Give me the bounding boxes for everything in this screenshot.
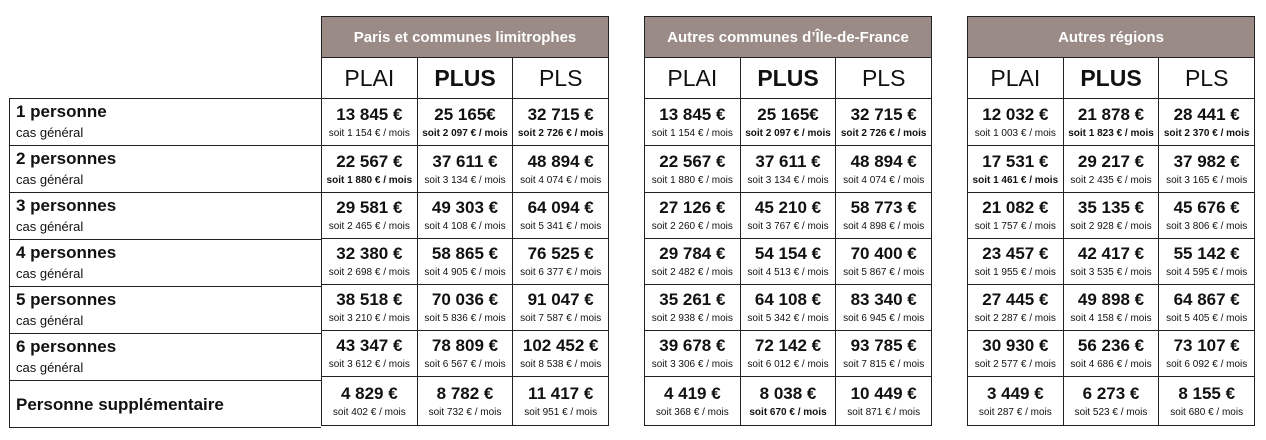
group-header: Autres communes d’Île-de-France [644, 16, 932, 57]
group-ile-de-france [644, 16, 932, 426]
income-cell [418, 146, 514, 192]
monthly-ceiling: soit 3 134 € / mois [747, 174, 829, 186]
annual-ceiling: 64 108 € [754, 290, 822, 309]
monthly-ceiling: soit 4 158 € / mois [1070, 313, 1152, 324]
income-cell [513, 377, 608, 425]
annual-ceiling: 35 261 € [659, 290, 726, 309]
annual-ceiling: 45 210 € [754, 198, 822, 217]
annual-ceiling: 93 785 € [850, 336, 917, 355]
income-cell [1064, 239, 1160, 284]
row-label [10, 146, 321, 193]
annual-ceiling: 30 930 € [982, 336, 1049, 355]
annual-ceiling: 8 038 € [759, 383, 817, 403]
income-cell [741, 99, 837, 145]
monthly-ceiling: soit 2 097 € / mois [422, 127, 508, 139]
table-row [645, 146, 931, 193]
monthly-ceiling: soit 1 757 € / mois [974, 221, 1056, 232]
income-cell [968, 146, 1064, 192]
monthly-ceiling: soit 1 880 € / mois [651, 174, 733, 186]
income-cell [741, 146, 837, 192]
table-row [968, 99, 1254, 146]
annual-ceiling: 48 894 € [850, 151, 917, 171]
column-header: PLUS [1064, 58, 1160, 98]
income-cell [1159, 146, 1254, 192]
annual-ceiling: 17 531 € [982, 151, 1049, 171]
row-label-title: 6 personnes [16, 337, 117, 356]
income-cell [418, 239, 514, 284]
income-cell [513, 146, 608, 192]
income-cell [968, 193, 1064, 238]
income-cell [836, 377, 931, 425]
income-cell [1159, 377, 1254, 425]
income-cell [968, 99, 1064, 145]
annual-ceiling: 49 303 € [431, 198, 499, 217]
row-label-title: 1 personne [16, 102, 107, 121]
monthly-ceiling: soit 1 154 € / mois [651, 127, 733, 139]
income-cell [513, 285, 608, 330]
table-row [645, 285, 931, 331]
annual-ceiling: 48 894 € [527, 151, 594, 171]
income-cell [836, 285, 931, 330]
annual-ceiling: 8 155 € [1178, 383, 1236, 403]
monthly-ceiling: soit 680 € / mois [1170, 406, 1244, 418]
income-cell [645, 285, 741, 330]
column-header-row [645, 58, 931, 99]
table-row [322, 99, 608, 146]
income-cell [645, 146, 741, 192]
income-cell [1159, 193, 1254, 238]
income-cell [418, 285, 514, 330]
group-paris [321, 16, 609, 426]
annual-ceiling: 42 417 € [1077, 244, 1145, 263]
annual-ceiling: 76 525 € [527, 244, 594, 263]
annual-ceiling: 49 898 € [1077, 290, 1145, 309]
annual-ceiling: 29 581 € [336, 198, 403, 217]
row-label-title: 4 personnes [16, 243, 117, 262]
table-row [968, 146, 1254, 193]
table-row [322, 377, 608, 425]
annual-ceiling: 21 878 € [1077, 104, 1145, 124]
income-cell [645, 239, 741, 284]
monthly-ceiling: soit 2 097 € / mois [745, 127, 831, 139]
annual-ceiling: 43 347 € [336, 336, 403, 355]
monthly-ceiling: soit 5 836 € / mois [424, 313, 506, 324]
income-cell [836, 331, 931, 376]
annual-ceiling: 6 273 € [1082, 383, 1140, 403]
monthly-ceiling: soit 2 726 € / mois [840, 127, 927, 139]
row-label [10, 99, 321, 146]
income-cell [418, 193, 514, 238]
monthly-ceiling: soit 4 898 € / mois [843, 221, 925, 232]
income-cell [322, 285, 418, 330]
monthly-ceiling: soit 732 € / mois [428, 406, 502, 418]
annual-ceiling: 83 340 € [850, 290, 917, 309]
annual-ceiling: 45 676 € [1173, 198, 1240, 217]
monthly-ceiling: soit 2 938 € / mois [651, 313, 733, 324]
table-row [968, 377, 1254, 425]
annual-ceiling: 22 567 € [659, 151, 726, 171]
annual-ceiling: 13 845 € [336, 104, 403, 124]
annual-ceiling: 37 982 € [1173, 151, 1240, 171]
annual-ceiling: 91 047 € [527, 290, 594, 309]
annual-ceiling: 70 036 € [431, 290, 499, 309]
row-labels [9, 98, 321, 428]
income-cell [1064, 331, 1160, 376]
table-row [968, 331, 1254, 377]
monthly-ceiling: soit 4 595 € / mois [1166, 267, 1248, 278]
annual-ceiling: 37 611 € [755, 151, 821, 171]
monthly-ceiling: soit 3 535 € / mois [1070, 267, 1152, 278]
monthly-ceiling: soit 871 € / mois [847, 406, 921, 418]
monthly-ceiling: soit 7 587 € / mois [520, 313, 602, 324]
table-row [968, 239, 1254, 285]
income-cell [513, 239, 608, 284]
table-row [645, 99, 931, 146]
monthly-ceiling: soit 4 074 € / mois [843, 174, 925, 186]
income-cell [968, 377, 1064, 425]
monthly-ceiling: soit 1 880 € / mois [326, 174, 413, 186]
monthly-ceiling: soit 1 003 € / mois [974, 127, 1056, 139]
column-header: PLAI [322, 58, 418, 98]
column-header: PLAI [968, 58, 1064, 98]
row-label-title: Personne supplémentaire [16, 395, 224, 414]
monthly-ceiling: soit 951 € / mois [524, 406, 598, 418]
annual-ceiling: 56 236 € [1077, 336, 1145, 355]
monthly-ceiling: soit 523 € / mois [1074, 406, 1148, 418]
column-header: PLS [1184, 64, 1229, 91]
annual-ceiling: 3 449 € [986, 383, 1044, 403]
column-header-row [322, 58, 608, 99]
income-cell [322, 146, 418, 192]
annual-ceiling: 58 773 € [850, 198, 917, 217]
monthly-ceiling: soit 8 538 € / mois [520, 359, 602, 370]
income-cell [741, 193, 837, 238]
annual-ceiling: 64 867 € [1173, 290, 1240, 309]
annual-ceiling: 64 094 € [527, 198, 594, 217]
annual-ceiling: 12 032 € [982, 104, 1049, 124]
annual-ceiling: 4 829 € [340, 383, 398, 403]
monthly-ceiling: soit 1 154 € / mois [328, 127, 410, 139]
monthly-ceiling: soit 2 287 € / mois [974, 313, 1056, 324]
monthly-ceiling: soit 2 698 € / mois [328, 267, 410, 278]
annual-ceiling: 32 380 € [336, 244, 403, 263]
income-cell [1159, 285, 1254, 330]
table-row [645, 331, 931, 377]
annual-ceiling: 29 784 € [659, 244, 726, 263]
monthly-ceiling: soit 2 435 € / mois [1070, 174, 1152, 186]
income-cell [1159, 331, 1254, 376]
income-cell [322, 193, 418, 238]
row-label [10, 193, 321, 240]
monthly-ceiling: soit 3 612 € / mois [328, 359, 410, 370]
income-cell [1064, 285, 1160, 330]
income-cell [741, 239, 837, 284]
monthly-ceiling: soit 368 € / mois [655, 406, 729, 418]
income-cell [322, 239, 418, 284]
annual-ceiling: 70 400 € [850, 244, 917, 263]
annual-ceiling: 25 165€ [434, 104, 496, 124]
table-row [322, 239, 608, 285]
row-label-title: 3 personnes [16, 196, 117, 215]
row-label-sub: cas général [16, 266, 84, 281]
monthly-ceiling: soit 2 577 € / mois [974, 359, 1056, 370]
annual-ceiling: 11 417 € [528, 383, 594, 403]
monthly-ceiling: soit 2 726 € / mois [517, 127, 604, 139]
monthly-ceiling: soit 2 928 € / mois [1070, 221, 1152, 232]
annual-ceiling: 23 457 € [982, 244, 1049, 263]
income-cell [1159, 99, 1254, 145]
income-cell [645, 99, 741, 145]
annual-ceiling: 35 135 € [1077, 198, 1145, 217]
table-row [322, 146, 608, 193]
annual-ceiling: 25 165€ [757, 104, 819, 124]
income-cell [968, 331, 1064, 376]
monthly-ceiling: soit 3 165 € / mois [1166, 174, 1248, 186]
row-label-title: 2 personnes [16, 149, 117, 168]
row-label-sub: cas général [16, 360, 84, 375]
row-label-sub: cas général [16, 313, 84, 328]
table-row [645, 193, 931, 239]
monthly-ceiling: soit 5 405 € / mois [1166, 313, 1248, 324]
income-cell [741, 331, 837, 376]
group-table [644, 57, 932, 426]
annual-ceiling: 29 217 € [1077, 151, 1145, 171]
table-row [645, 377, 931, 425]
row-label [10, 334, 321, 381]
annual-ceiling: 32 715 € [850, 104, 917, 124]
annual-ceiling: 55 142 € [1173, 244, 1240, 263]
monthly-ceiling: soit 4 905 € / mois [424, 267, 506, 278]
income-cell [968, 285, 1064, 330]
monthly-ceiling: soit 6 012 € / mois [747, 359, 829, 370]
row-label-sub: cas général [16, 125, 84, 140]
annual-ceiling: 10 449 € [850, 383, 917, 403]
group-table [967, 57, 1255, 426]
monthly-ceiling: soit 4 108 € / mois [424, 221, 506, 232]
income-cell [836, 193, 931, 238]
income-cell [968, 239, 1064, 284]
monthly-ceiling: soit 4 513 € / mois [747, 267, 829, 278]
monthly-ceiling: soit 287 € / mois [978, 406, 1052, 418]
annual-ceiling: 28 441 € [1173, 104, 1240, 124]
monthly-ceiling: soit 3 134 € / mois [424, 174, 506, 186]
income-cell [645, 377, 741, 425]
table-row [322, 193, 608, 239]
income-cell [513, 99, 608, 145]
annual-ceiling: 73 107 € [1173, 336, 1240, 355]
monthly-ceiling: soit 2 260 € / mois [651, 221, 733, 232]
monthly-ceiling: soit 5 867 € / mois [843, 267, 925, 278]
table-row [968, 285, 1254, 331]
income-cell [741, 285, 837, 330]
column-header: PLAI [645, 58, 741, 98]
row-label-title: 5 personnes [16, 290, 117, 309]
annual-ceiling: 102 452 € [522, 336, 599, 355]
annual-ceiling: 58 865 € [431, 244, 499, 263]
annual-ceiling: 39 678 € [659, 336, 726, 355]
income-cell [513, 331, 608, 376]
income-cell [322, 99, 418, 145]
income-cell [836, 146, 931, 192]
monthly-ceiling: soit 3 806 € / mois [1166, 221, 1248, 232]
income-cell [322, 377, 418, 425]
monthly-ceiling: soit 7 815 € / mois [843, 359, 925, 370]
monthly-ceiling: soit 2 370 € / mois [1163, 127, 1250, 139]
monthly-ceiling: soit 3 306 € / mois [651, 359, 733, 370]
income-cell [1064, 146, 1160, 192]
group-autres-regions [967, 16, 1255, 426]
table-row [968, 193, 1254, 239]
monthly-ceiling: soit 4 686 € / mois [1070, 359, 1152, 370]
table-row [645, 239, 931, 285]
income-cell [418, 99, 514, 145]
annual-ceiling: 54 154 € [754, 244, 822, 263]
annual-ceiling: 13 845 € [659, 104, 726, 124]
monthly-ceiling: soit 1 461 € / mois [972, 174, 1059, 186]
monthly-ceiling: soit 5 342 € / mois [747, 313, 829, 324]
monthly-ceiling: soit 2 465 € / mois [328, 221, 410, 232]
monthly-ceiling: soit 5 341 € / mois [520, 221, 602, 232]
row-label-sub: cas général [16, 172, 84, 187]
column-header: PLS [861, 64, 906, 91]
income-cell [418, 331, 514, 376]
table-row [322, 285, 608, 331]
income-cell [645, 331, 741, 376]
monthly-ceiling: soit 1 823 € / mois [1068, 127, 1154, 139]
column-header-row [968, 58, 1254, 99]
income-cell [1064, 377, 1160, 425]
monthly-ceiling: soit 6 567 € / mois [424, 359, 506, 370]
annual-ceiling: 32 715 € [527, 104, 594, 124]
annual-ceiling: 78 809 € [431, 336, 499, 355]
monthly-ceiling: soit 1 955 € / mois [974, 267, 1056, 278]
monthly-ceiling: soit 402 € / mois [332, 406, 406, 418]
row-label [10, 287, 321, 334]
annual-ceiling: 22 567 € [336, 151, 403, 171]
group-header: Autres régions [967, 16, 1255, 57]
column-header: PLUS [418, 58, 514, 98]
monthly-ceiling: soit 670 € / mois [749, 406, 827, 418]
income-cell [836, 239, 931, 284]
annual-ceiling: 27 126 € [659, 198, 726, 217]
income-cell [418, 377, 514, 425]
monthly-ceiling: soit 6 092 € / mois [1166, 359, 1248, 370]
monthly-ceiling: soit 6 377 € / mois [520, 267, 602, 278]
monthly-ceiling: soit 2 482 € / mois [651, 267, 733, 278]
annual-ceiling: 8 782 € [436, 383, 494, 403]
income-cell [645, 193, 741, 238]
annual-ceiling: 4 419 € [663, 383, 721, 403]
income-cell [741, 377, 837, 425]
monthly-ceiling: soit 3 767 € / mois [747, 221, 829, 232]
group-header: Paris et communes limitrophes [321, 16, 609, 57]
income-cell [1064, 99, 1160, 145]
income-cell [836, 99, 931, 145]
annual-ceiling: 21 082 € [982, 198, 1049, 217]
row-label [10, 381, 321, 429]
annual-ceiling: 72 142 € [754, 336, 822, 355]
monthly-ceiling: soit 3 210 € / mois [328, 313, 410, 324]
income-cell [1159, 239, 1254, 284]
monthly-ceiling: soit 4 074 € / mois [520, 174, 602, 186]
row-label-sub: cas général [16, 219, 84, 234]
annual-ceiling: 27 445 € [982, 290, 1049, 309]
table-row [322, 331, 608, 377]
income-cell [1064, 193, 1160, 238]
annual-ceiling: 37 611 € [432, 151, 498, 171]
group-table [321, 57, 609, 426]
annual-ceiling: 38 518 € [336, 290, 403, 309]
column-header: PLUS [741, 58, 837, 98]
income-cell [513, 193, 608, 238]
row-label [10, 240, 321, 287]
column-header: PLS [538, 64, 583, 91]
income-cell [322, 331, 418, 376]
monthly-ceiling: soit 6 945 € / mois [843, 313, 925, 324]
